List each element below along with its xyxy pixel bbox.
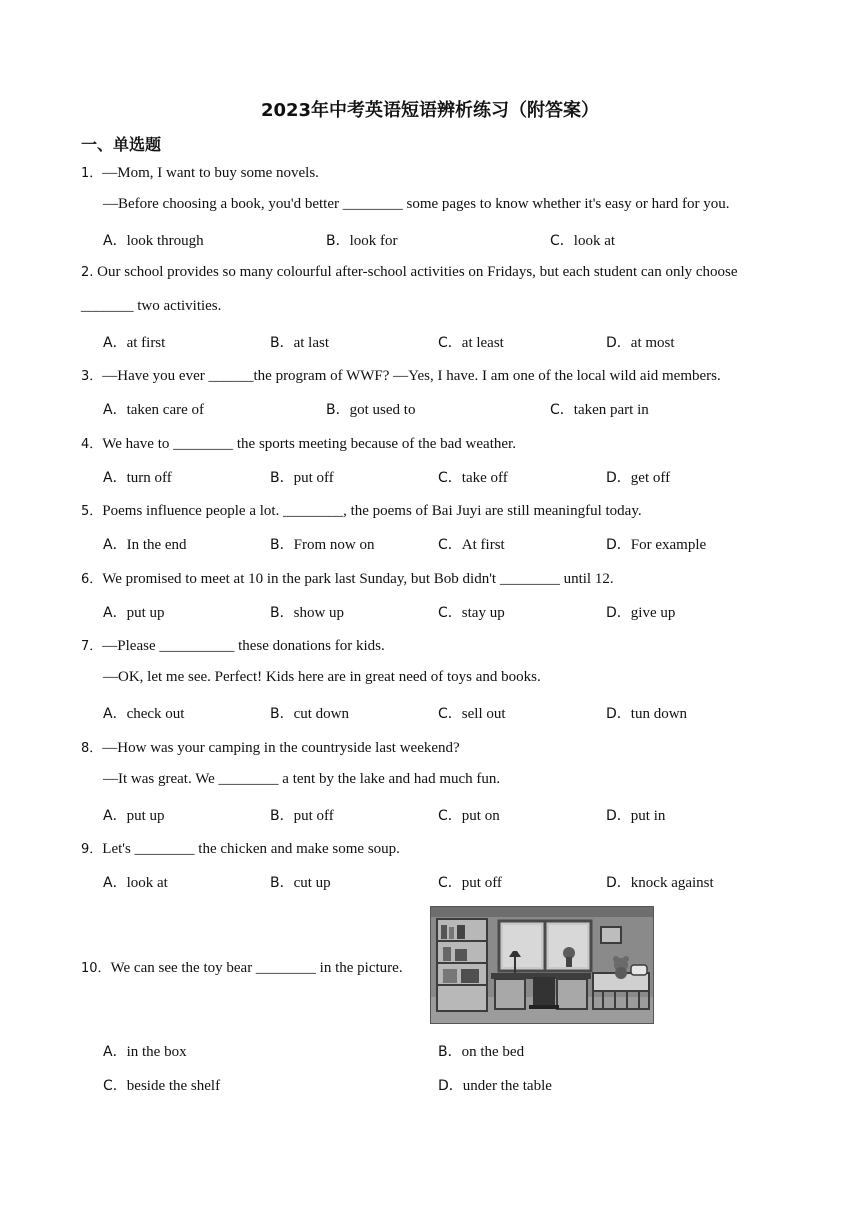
- option-text: put off: [293, 808, 334, 824]
- option-text: put up: [126, 808, 165, 824]
- option-text: get off: [630, 470, 671, 486]
- option-text: turn off: [126, 470, 172, 486]
- option-label: C．: [103, 1078, 127, 1094]
- q10-option-b[interactable]: [438, 1041, 524, 1061]
- option-label: D．: [606, 706, 631, 722]
- page-title: 2023年中考英语短语辨析练习（附答案）: [260, 100, 600, 121]
- q9-option-d[interactable]: [606, 872, 714, 892]
- q8-option-a[interactable]: [103, 805, 165, 825]
- option-text: stay up: [461, 605, 505, 621]
- option-label: A．: [103, 537, 127, 553]
- question-text: We can see the toy bear ________ in the picture.: [110, 960, 403, 976]
- question-number: 6．: [81, 572, 103, 587]
- option-text: From now on: [293, 537, 375, 553]
- option-text: on the bed: [461, 1044, 525, 1060]
- option-text: put off: [461, 875, 502, 891]
- option-text: beside the shelf: [126, 1078, 221, 1094]
- q3-option-a[interactable]: [103, 399, 204, 419]
- question-text: Let's ________ the chicken and make some soup.: [102, 841, 400, 857]
- q6-option-b[interactable]: [270, 602, 344, 622]
- option-label: C．: [438, 706, 462, 722]
- option-label: D．: [606, 537, 631, 553]
- option-label: D．: [606, 335, 631, 351]
- option-label: A．: [103, 706, 127, 722]
- option-label: A．: [103, 233, 127, 249]
- option-text: cut up: [293, 875, 331, 891]
- question-1: [81, 162, 319, 182]
- question-number: 10．: [81, 961, 111, 976]
- option-text: For example: [630, 537, 707, 553]
- q10-option-a[interactable]: [103, 1041, 187, 1061]
- question-2-line-2: _______ two activities.: [81, 298, 222, 314]
- q4-option-d[interactable]: [606, 467, 670, 487]
- q10-option-c[interactable]: [103, 1075, 220, 1095]
- q8-option-b[interactable]: [270, 805, 334, 825]
- question-1-line-2: —Before choosing a book, you'd better ________ some pages to know whether it's easy or hard for you.: [103, 196, 730, 212]
- option-text: put on: [461, 808, 500, 824]
- option-text: at most: [630, 335, 675, 351]
- question-number: 3．: [81, 369, 103, 384]
- option-label: B．: [326, 402, 350, 418]
- option-label: C．: [438, 537, 462, 553]
- q7-option-c[interactable]: [438, 703, 506, 723]
- question-text: We have to ________ the sports meeting because of the bad weather.: [102, 436, 516, 452]
- question-text: —Mom, I want to buy some novels.: [102, 165, 319, 181]
- q1-option-b[interactable]: [326, 230, 398, 250]
- option-text: under the table: [462, 1078, 552, 1094]
- option-text: put up: [126, 605, 165, 621]
- q9-option-b[interactable]: [270, 872, 331, 892]
- q8-option-d[interactable]: [606, 805, 665, 825]
- option-label: B．: [270, 605, 294, 621]
- option-text: look at: [126, 875, 168, 891]
- q2-option-b[interactable]: [270, 332, 329, 352]
- option-label: A．: [103, 605, 127, 621]
- option-label: C．: [550, 402, 574, 418]
- option-label: B．: [270, 808, 294, 824]
- question-text: —Please __________ these donations for kids.: [102, 638, 385, 654]
- option-label: C．: [438, 808, 462, 824]
- option-label: C．: [438, 335, 462, 351]
- option-text: taken part in: [573, 402, 649, 418]
- option-label: D．: [606, 605, 631, 621]
- question-9: [81, 838, 400, 858]
- option-text: At first: [461, 537, 505, 553]
- option-text: at least: [461, 335, 504, 351]
- question-6: [81, 568, 614, 588]
- question-number: 7．: [81, 639, 103, 654]
- option-label: A．: [103, 808, 127, 824]
- option-text: show up: [293, 605, 345, 621]
- question-number: 5．: [81, 504, 103, 519]
- option-label: C．: [438, 470, 462, 486]
- question-7-line-2: —OK, let me see. Perfect! Kids here are in great need of toys and books.: [103, 669, 541, 685]
- q10-option-d[interactable]: [438, 1075, 552, 1095]
- q4-option-b[interactable]: [270, 467, 334, 487]
- option-label: B．: [270, 335, 294, 351]
- question-10: [81, 957, 403, 977]
- option-label: C．: [550, 233, 574, 249]
- option-text: put in: [630, 808, 666, 824]
- question-number: 4．: [81, 437, 103, 452]
- q5-option-b[interactable]: [270, 534, 374, 554]
- question-number: 9．: [81, 842, 103, 857]
- q4-option-a[interactable]: [103, 467, 172, 487]
- option-text: cut down: [293, 706, 350, 722]
- q7-option-b[interactable]: [270, 703, 349, 723]
- option-label: A．: [103, 335, 127, 351]
- q4-option-c[interactable]: [438, 467, 508, 487]
- option-text: tun down: [630, 706, 688, 722]
- question-text: —How was your camping in the countryside last weekend?: [102, 740, 460, 756]
- option-text: look for: [349, 233, 398, 249]
- option-label: B．: [326, 233, 350, 249]
- question-3: [81, 365, 721, 385]
- question-text: —Have you ever ______the program of WWF? —Yes, I have. I am one of the local wild aid members.: [102, 368, 721, 384]
- q5-option-a[interactable]: [103, 534, 187, 554]
- q5-option-d[interactable]: [606, 534, 706, 554]
- q2-option-d[interactable]: [606, 332, 675, 352]
- question-8: [81, 737, 460, 757]
- option-text: take off: [461, 470, 508, 486]
- q6-option-d[interactable]: [606, 602, 675, 622]
- q3-option-c[interactable]: [550, 399, 649, 419]
- q8-option-c[interactable]: [438, 805, 500, 825]
- q7-option-d[interactable]: [606, 703, 687, 723]
- q5-option-c[interactable]: [438, 534, 505, 554]
- option-text: knock against: [630, 875, 714, 891]
- option-label: B．: [270, 706, 294, 722]
- option-text: at last: [293, 335, 330, 351]
- option-label: C．: [438, 875, 462, 891]
- question-number: 8．: [81, 741, 103, 756]
- option-text: at first: [126, 335, 166, 351]
- option-text: give up: [630, 605, 676, 621]
- question-7: [81, 635, 385, 655]
- option-text: sell out: [461, 706, 506, 722]
- option-label: C．: [438, 605, 462, 621]
- q2-option-a[interactable]: [103, 332, 165, 352]
- section-heading: 一、单选题: [81, 135, 162, 154]
- option-label: A．: [103, 875, 127, 891]
- option-label: D．: [438, 1078, 463, 1094]
- option-text: in the box: [126, 1044, 187, 1060]
- q1-option-a[interactable]: [103, 230, 204, 250]
- option-label: D．: [606, 875, 631, 891]
- option-label: B．: [270, 875, 294, 891]
- question-number: 2.: [81, 265, 94, 280]
- option-label: D．: [606, 470, 631, 486]
- question-text: We promised to meet at 10 in the park last Sunday, but Bob didn't ________ until 12.: [102, 571, 614, 587]
- option-label: D．: [606, 808, 631, 824]
- q7-option-a[interactable]: [103, 703, 184, 723]
- option-text: check out: [126, 706, 185, 722]
- question-text: Our school provides so many colourful after-school activities on Fridays, but each student can only choose: [93, 264, 738, 280]
- question-2: [81, 264, 738, 281]
- option-label: A．: [103, 470, 127, 486]
- q6-option-c[interactable]: [438, 602, 505, 622]
- question-8-line-2: —It was great. We ________ a tent by the lake and had much fun.: [103, 771, 501, 787]
- q1-option-c[interactable]: [550, 230, 615, 250]
- question-number: 1．: [81, 166, 103, 181]
- option-text: put off: [293, 470, 334, 486]
- bedroom-illustration-icon: [430, 906, 654, 1024]
- option-label: A．: [103, 1044, 127, 1060]
- option-label: A．: [103, 402, 127, 418]
- q2-option-c[interactable]: [438, 332, 504, 352]
- option-label: B．: [270, 470, 294, 486]
- option-label: B．: [270, 537, 294, 553]
- option-text: look through: [126, 233, 204, 249]
- q9-option-a[interactable]: [103, 872, 168, 892]
- question-text: Poems influence people a lot. ________, the poems of Bai Juyi are still meaningful today.: [102, 503, 642, 519]
- question-5: [81, 500, 642, 520]
- q9-option-c[interactable]: [438, 872, 502, 892]
- option-text: got used to: [349, 402, 416, 418]
- question-4: [81, 433, 516, 453]
- option-text: taken care of: [126, 402, 205, 418]
- q3-option-b[interactable]: [326, 399, 415, 419]
- option-text: look at: [573, 233, 616, 249]
- option-label: B．: [438, 1044, 462, 1060]
- q6-option-a[interactable]: [103, 602, 165, 622]
- option-text: In the end: [126, 537, 187, 553]
